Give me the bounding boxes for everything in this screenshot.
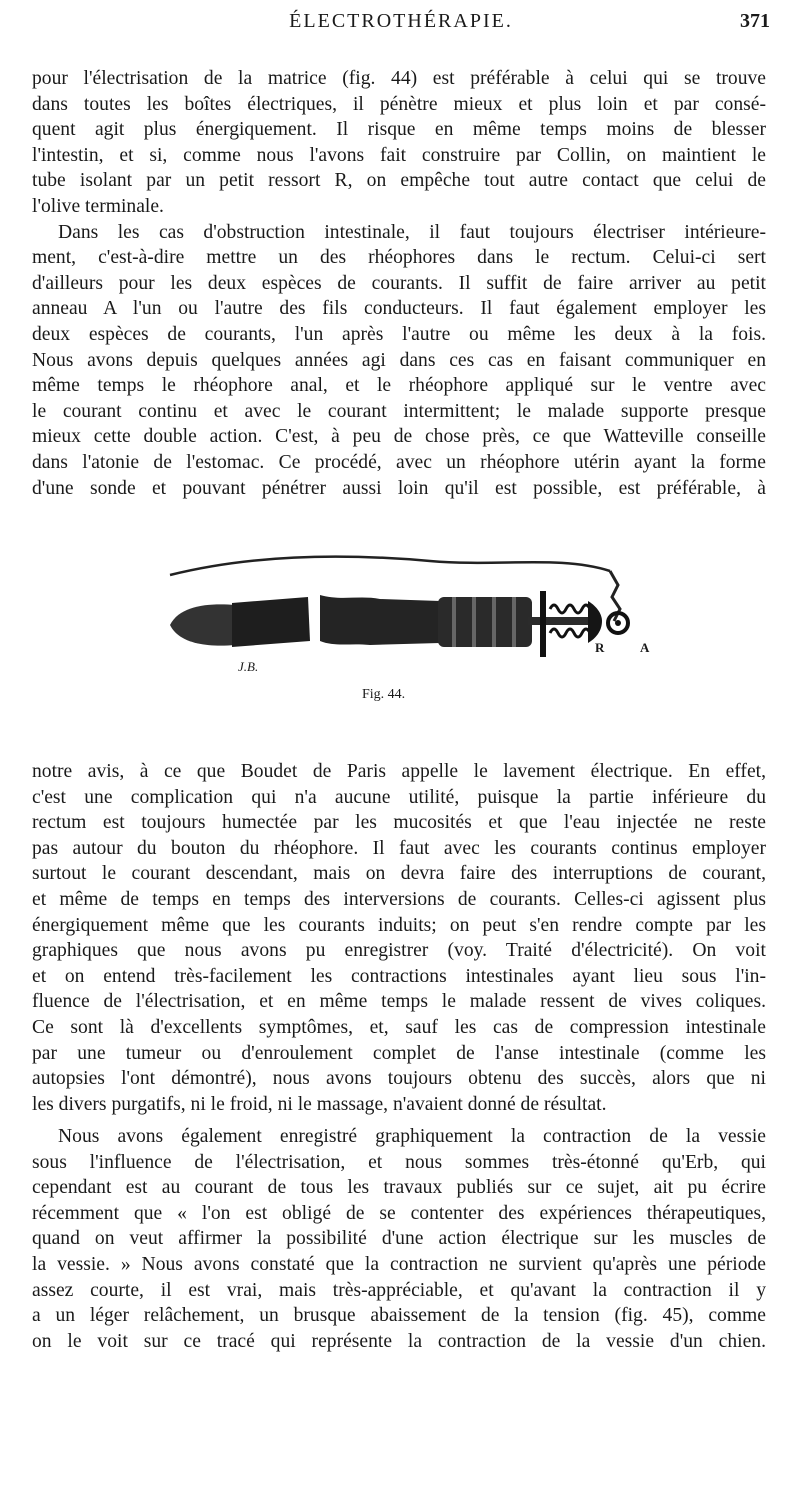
text-line: Nous avons depuis quelques années agi dans ces cas en faisant communiquer en	[32, 349, 766, 371]
text-line: assez courte, il est vrai, mais très-appréciable, et qu'avant la contraction il y	[32, 1279, 766, 1301]
text-line: les divers purgatifs, ni le froid, ni le massage, n'avaient donné de résultat.	[32, 1093, 607, 1115]
text-line: ment, c'est-à-dire mettre un des rhéophores dans le rectum. Celui-ci sert	[32, 247, 766, 269]
text-line: par une tumeur ou d'enroulement complet de l'anse intestinale (comme les	[32, 1042, 766, 1064]
text-line: Ce sont là d'excellents symptômes, et, sauf les cas de compression intestinale	[32, 1016, 766, 1038]
figure-caption: Fig. 44.	[362, 687, 406, 702]
text-line: cependant est au courant de tous les travaux publiés sur ce sujet, ait pu écrire	[32, 1177, 766, 1199]
text-line: surtout le courant descendant, mais on devra faire des interruptions de courant,	[32, 863, 766, 885]
text-line: Nous avons également enregistré graphiquement la contraction de la vessie	[58, 1126, 766, 1147]
text-line: on le voit sur ce tracé qui représente la contraction de la vessie d'un chien.	[32, 1330, 766, 1352]
text-line: énergiquement même que les courants induits; on peut s'en rendre compte par les	[32, 914, 766, 936]
text-line: quand on veut affirmer la possibilité d'une action électrique sur les muscles de	[32, 1228, 766, 1250]
running-title: ÉLECTROTHÉRAPIE.	[289, 10, 513, 32]
text-line: d'une sonde et pouvant pénétrer aussi loin qu'il est possible, est préférable, à	[32, 477, 766, 499]
text-line: a un léger relâchement, un brusque abaissement de la tension (fig. 45), comme	[32, 1305, 766, 1327]
text-line: dans toutes les boîtes électriques, il pénètre mieux et plus loin et par consé-	[32, 93, 766, 115]
text-line: anneau A l'un ou l'autre des fils conducteurs. Il faut également employer les	[32, 298, 766, 320]
text-line: récemment que « l'on est obligé de se contenter des expériences thérapeutiques,	[32, 1202, 766, 1224]
text-line: quent agit plus énergiquement. Il risque en même temps moins de blesser	[32, 119, 766, 141]
text-line: autopsies l'ont démontré), nous avons toujours obtenu des succès, alors que ni	[32, 1068, 766, 1090]
text-line: le courant continu et avec le courant intermittent; le malade supporte presque	[32, 400, 766, 422]
text-line: l'intestin, et si, comme nous l'avons fait construire par Collin, on maintient le	[32, 144, 766, 166]
figure-label-r: R	[595, 640, 605, 655]
text-line: sous l'influence de l'électrisation, et nous sommes très-étonné qu'Erb, qui	[32, 1151, 766, 1173]
text-line: rectum est toujours humectée par les mucosités et que l'eau injectée ne reste	[32, 812, 766, 834]
text-line: même temps le rhéophore anal, et le rhéophore appliqué sur le ventre avec	[32, 375, 766, 397]
text-line: et on entend très-facilement les contractions intestinales ayant lieu sous l'in-	[32, 965, 766, 987]
text-line: notre avis, à ce que Boudet de Paris appelle le lavement électrique. En effet,	[32, 761, 766, 782]
rheophore-illustration	[140, 545, 660, 675]
page-header	[32, 10, 770, 44]
text-line: deux espèces de courants, l'un après l'autre ou même les deux à la fois.	[32, 323, 766, 345]
text-line: d'ailleurs pour les deux espèces de courants. Il suffit de faire arriver au petit	[32, 272, 766, 294]
text-line: la vessie. » Nous avons constaté que la contraction ne survient qu'après une période	[32, 1253, 766, 1275]
text-line: pas autour du bouton du rhéophore. Il faut avec les courants continus employer	[32, 837, 766, 859]
figure-rectal-rheophore	[140, 545, 660, 715]
page-number: 371	[740, 10, 770, 32]
text-line: graphiques que nous avons pu enregistrer (voy. Traité d'électricité). On voit	[32, 940, 766, 962]
text-line: mieux cette double action. C'est, à peu de chose près, ce que Watteville conseille	[32, 426, 766, 448]
text-line: et même de temps en temps des interversions de courants. Celles-ci agissent plus	[32, 888, 766, 910]
text-line: c'est une complication qui n'a aucune utilité, puisque la partie inférieure du	[32, 786, 766, 808]
text-line: l'olive terminale.	[32, 195, 164, 217]
paragraph-2	[32, 759, 766, 1117]
paragraph-3	[32, 1124, 766, 1354]
paragraph-1	[32, 66, 766, 501]
text-line: dans l'atonie de l'estomac. Ce procédé, avec un rhéophore utérin ayant la forme	[32, 451, 766, 473]
text-line: tube isolant par un petit ressort R, on empêche tout autre contact que celui de	[32, 170, 766, 192]
engraver-initials: J.B.	[238, 659, 259, 674]
text-line: pour l'électrisation de la matrice (fig. 44) est préférable à celui qui se trouve	[32, 68, 766, 89]
text-line: Dans les cas d'obstruction intestinale, il faut toujours électriser intérieure-	[58, 221, 766, 243]
figure-label-a: A	[640, 640, 650, 655]
text-line: fluence de l'électrisation, et en même temps le malade ressent de vives coliques.	[32, 991, 766, 1013]
